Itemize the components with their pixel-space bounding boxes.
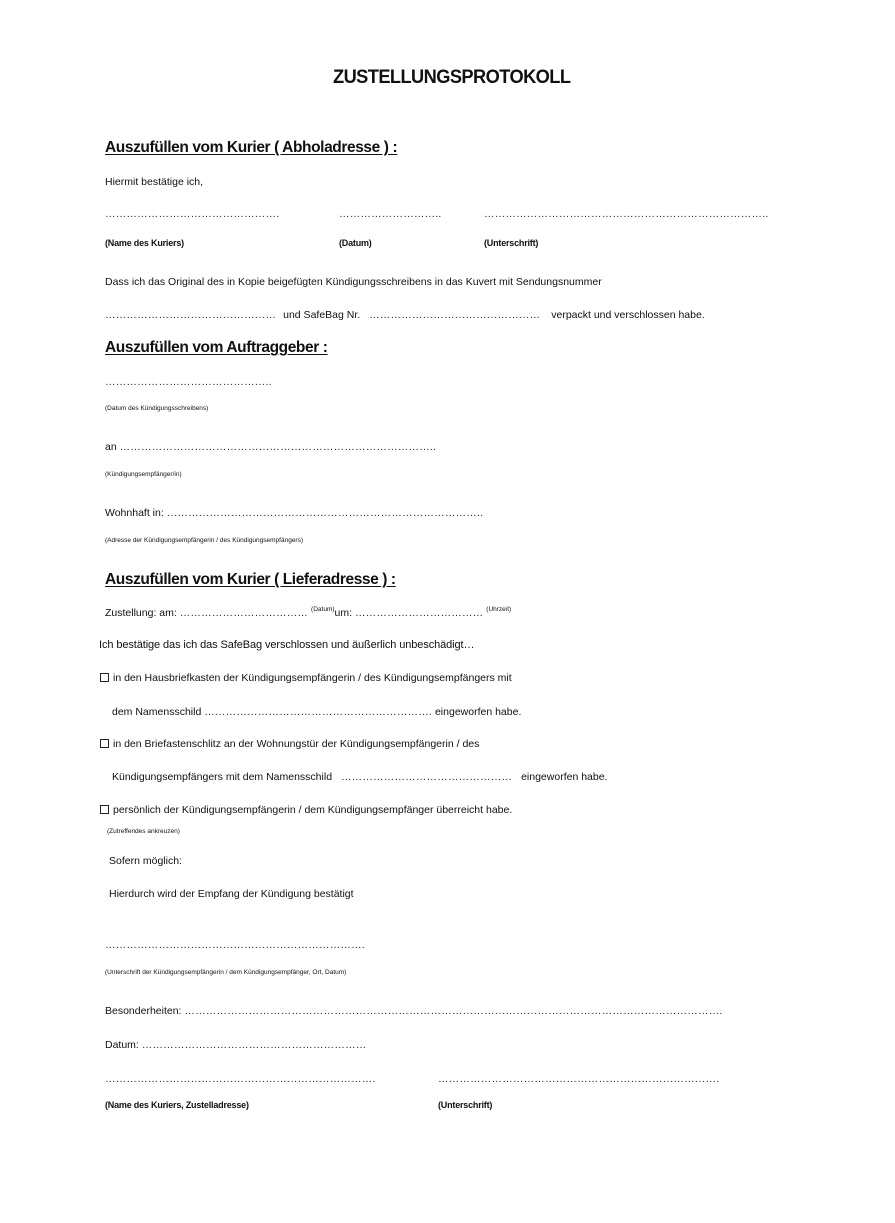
- packing-statement: Dass ich das Original des in Kopie beigefügten Kündigungsschreibens in das Kuvert mit Sendungsnummer: [105, 276, 602, 288]
- remarks-field[interactable]: …………………………………………………………………………………………………………………………………….: [184, 1005, 723, 1017]
- option-mailbox: [100, 672, 512, 684]
- pickup-signature-label: (Unterschrift): [484, 238, 539, 248]
- safebag-label: und SafeBag Nr.: [283, 309, 361, 321]
- courier-name-label: (Name des Kuriers): [105, 238, 184, 248]
- remarks-prefix: Besonderheiten:: [105, 1005, 182, 1017]
- recipient-label: (Kündigungsempfänger/in): [105, 471, 182, 478]
- address-row: [105, 507, 483, 519]
- time-prefix: um:: [334, 607, 353, 619]
- page-title: ZUSTELLUNGSPROTOKOLL: [333, 67, 571, 88]
- section-heading-client: Auszufüllen vom Auftraggeber :: [105, 339, 328, 356]
- option-mailbox-text: in den Hausbriefkasten der Kündigungsempfängerin / des Kündigungsempfängers mit: [113, 672, 512, 684]
- delivery-courier-field[interactable]: ………………………………………………………………….: [105, 1073, 376, 1085]
- address-field[interactable]: ……………………………………………………………………………..: [166, 507, 484, 519]
- intro-text: Hiermit bestätige ich,: [105, 176, 204, 188]
- remarks-row: [105, 1005, 723, 1017]
- termination-date-label: (Datum des Kündigungsschreibens): [105, 405, 209, 412]
- final-date-field[interactable]: ………………………………………………………: [141, 1039, 367, 1051]
- final-date-row: [105, 1039, 366, 1051]
- option-door-slot-line2: [112, 771, 607, 783]
- delivery-time-sup: (Uhrzeit): [486, 606, 512, 613]
- delivery-date-sup: (Datum): [311, 606, 335, 613]
- recipient-signature-field[interactable]: ……………………………………………………………….: [105, 939, 365, 951]
- option-personal-checkbox[interactable]: [100, 805, 109, 814]
- tracking-number-field[interactable]: …………………………………………: [105, 309, 277, 321]
- option-personal-text: persönlich der Kündigungsempfängerin / dem Kündigungsempfänger überreicht habe.: [113, 804, 513, 816]
- recipient-prefix: an: [105, 441, 117, 453]
- delivery-signature-field[interactable]: …………………………………………………………………….: [438, 1073, 720, 1085]
- option-door-slot-nameplate-label: Kündigungsempfängers mit dem Namensschild: [112, 771, 333, 783]
- address-prefix: Wohnhaft in:: [105, 507, 164, 519]
- delivery-row: [105, 607, 511, 619]
- delivery-time-field[interactable]: ………………………………: [354, 607, 484, 619]
- delivery-prefix: Zustellung: am:: [105, 607, 177, 619]
- recipient-field[interactable]: ……………………………………………………………………………..: [119, 441, 437, 453]
- courier-name-field[interactable]: ………………………………………….: [105, 208, 280, 220]
- option-mailbox-suffix: eingeworfen habe.: [434, 706, 522, 718]
- option-door-slot: [100, 738, 479, 750]
- pickup-date-field[interactable]: ………………………..: [339, 208, 442, 220]
- safebag-number-field[interactable]: …………………………………………: [369, 309, 541, 321]
- packing-line: [105, 309, 705, 321]
- delivery-date-field[interactable]: ………………………………: [179, 607, 309, 619]
- termination-date-field[interactable]: ………………………………………..: [105, 376, 272, 388]
- section-heading-delivery: Auszufüllen vom Kurier ( Lieferadresse ) :: [105, 571, 396, 588]
- confirm-text: Ich bestätige das ich das SafeBag verschlossen und äußerlich unbeschädigt…: [99, 639, 475, 651]
- recipient-row: [105, 441, 436, 453]
- final-date-prefix: Datum:: [105, 1039, 139, 1051]
- address-label: (Adresse der Kündigungsempfängerin / des Kündigungsempfängers): [105, 537, 304, 544]
- option-mailbox-checkbox[interactable]: [100, 673, 109, 682]
- recipient-signature-label: (Unterschrift der Kündigungsempfängerin / dem Kündigungsempfänger, Ort, Datum): [105, 969, 347, 976]
- delivery-signature-label: (Unterschrift): [438, 1100, 493, 1110]
- pickup-date-label: (Datum): [339, 238, 372, 248]
- if-possible-text: Sofern möglich:: [109, 855, 182, 867]
- section-heading-pickup: Auszufüllen vom Kurier ( Abholadresse ) :: [105, 139, 398, 156]
- option-door-slot-checkbox[interactable]: [100, 739, 109, 748]
- options-hint: (Zutreffendes ankreuzen): [107, 828, 180, 835]
- receipt-text: Hierdurch wird der Empfang der Kündigung bestätigt: [109, 888, 354, 900]
- option-personal: [100, 804, 512, 816]
- option-mailbox-nameplate-label: dem Namensschild: [112, 706, 202, 718]
- pickup-signature-field[interactable]: ……………………………………………………………………..: [484, 208, 769, 220]
- option-door-slot-text: in den Briefastenschlitz an der Wohnungstür der Kündigungsempfängerin / des: [113, 738, 480, 750]
- option-mailbox-line2: [112, 706, 521, 718]
- delivery-courier-label: (Name des Kuriers, Zustelladresse): [105, 1100, 249, 1110]
- packing-statement-end: verpackt und verschlossen habe.: [551, 309, 705, 321]
- option-door-slot-suffix: eingeworfen habe.: [521, 771, 608, 783]
- option-door-slot-nameplate-field[interactable]: …………………………………………: [340, 771, 513, 783]
- option-mailbox-nameplate-field[interactable]: ……………………………………………………….: [204, 706, 433, 718]
